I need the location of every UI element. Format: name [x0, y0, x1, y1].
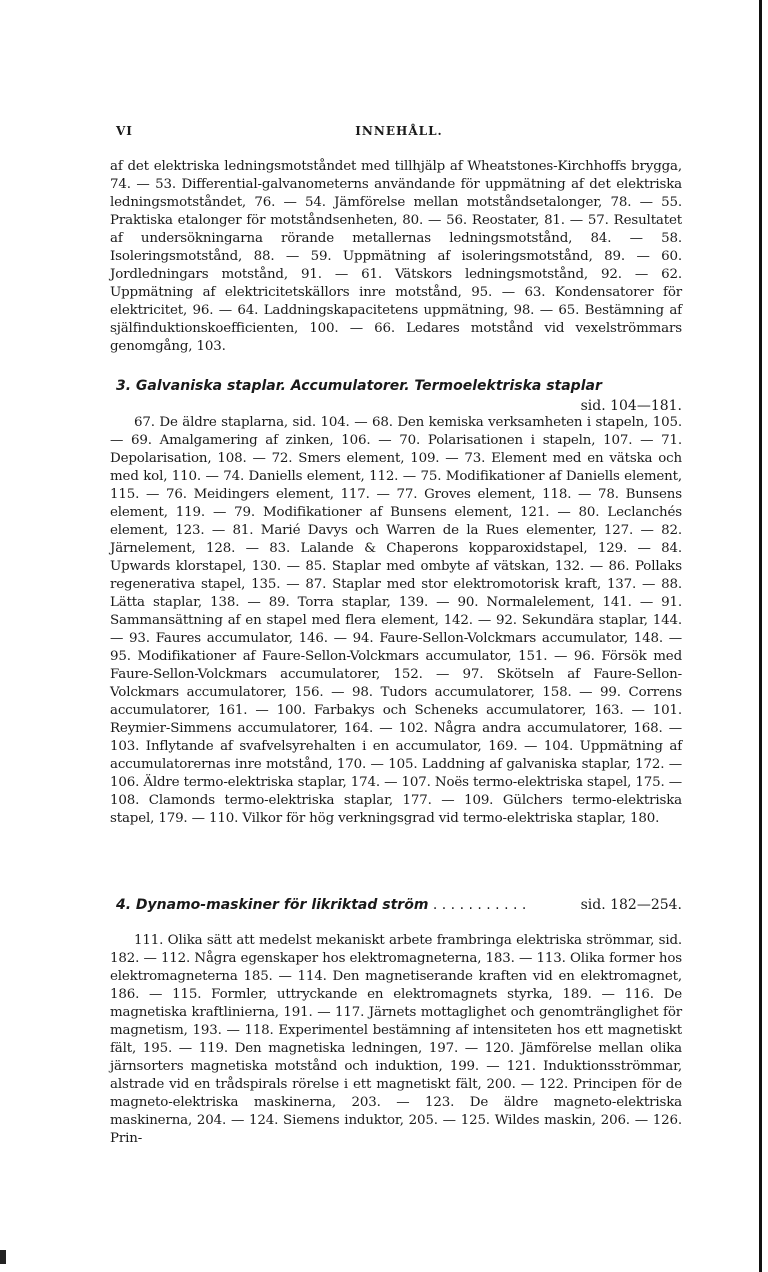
- section-title: 3. Galvaniska staplar. Accumulatorer. Termoelektriska staplar: [116, 378, 602, 394]
- section-heading-4: [116, 895, 682, 915]
- toc-paragraph: af det elektriska ledningsmotståndet med tillhjälp af Wheatstones-Kirchhoffs brygga, 74. — 53. Differential-galvanometerns användande för uppmätning af det elektriska ledningsmotståndet, 76. — 54. Jämförelse mellan motståndsetalonger, 78. — 55. Praktiska etalonger för motståndsenheten, 80. — 56. Reostater, 81. — 57. Resultatet af undersökningarna rörande metallernas ledningsmotstånd, 84. — 58. Isoleringsmotstånd, 88. — 59. Uppmätning af isoleringsmotstånd, 89. — 60. Jordledningars motstånd, 91. — 61. Vätskors ledningsmotstånd, 92. — 62. Uppmätning af elektricitetskällors inre motstånd, 95. — 63. Kondensatorer för elektricitet, 96. — 64. Laddningskapacitetens uppmätning, 98. — 65. Bestämning af själfinduktionskoefficienten, 100. — 66. Ledares motstånd vid vexelströmmars genomgång, 103.: [110, 159, 682, 354]
- page-edge-border: [759, 0, 762, 1272]
- toc-paragraph: 111. Olika sätt att medelst mekaniskt arbete frambringa elektriska strömmar, sid. 182. — 112. Några egenskaper hos elektromagneterna, 183. — 113. Olika former hos elektromagneterna 185. — 114. Den magnetiserande kraften vid en elektromagnet, 186. — 115. Formler, uttryckande en elektromagnets styrka, 189. — 116. De magnetiska kraftlinierna, 191. — 117. Järnets mottaglighet och genomtränglighet för magnetism, 193. — 118. Experimentel bestämning af intensiteten hos ett magnetiskt fält, 195. — 119. Den magnetiska ledningen, 197. — 120. Jämförelse mellan olika järnsorters magnetiska motstånd och induktion, 199. — 121. Induktionsströmmar, alstrade vid en trådspirals rörelse i ett magnetiskt fält, 200. — 122. Principen för de magneto-elektriska maskinerna, 203. — 123. De äldre magneto-elektriska maskinerna, 204. — 124. Siemens induktor, 205. — 125. Wildes maskin, 206. — 126. Prin-: [110, 933, 682, 1146]
- section-pages: sid. 182—254.: [580, 897, 682, 913]
- toc-paragraph: 67. De äldre staplarna, sid. 104. — 68. Den kemiska verksamheten i stapeln, 105. — 69. Amalgamering af zinken, 106. — 70. Polarisationen i stapeln, 107. — 71. Depolarisation, 108. — 72. Smers element, 109. — 73. Element med en vätska och med kol, 110. — 74. Daniells element, 112. — 75. Modifikationer af Daniells element, 115. — 76. Meidingers element, 117. — 77. Groves element, 118. — 78. Bunsens element, 119. — 79. Modifikationer af Bunsens element, 121. — 80. Leclanchés element, 123. — 81. Marié Davys och Warren de la Rues elementer, 127. — 82. Järnelement, 128. — 83. Lalande & Chaperons kopparoxidstapel, 129. — 84. Upwards klorstapel, 130. — 85. Staplar med ombyte af vätskan, 132. — 86. Pollaks regenerativa stapel, 135. — 87. Staplar med stor elektromotorisk kraft, 137. — 88. Lätta staplar, 138. — 89. Torra staplar, 139. — 90. Normalelement, 141. — 91. Sammansättning af en stapel med flera element, 142. — 92. Sekundära staplar, 144. — 93. Faures accumulator, 146. — 94. Faure-Sellon-Volckmars accumulator, 148. — 95. Modifikationer af Faure-Sellon-Volckmars accumulator, 151. — 96. Försök med Faure-Sellon-Volckmars accumulatorer, 152. — 97. Skötseln af Faure-Sellon-Volckmars accumulatorer, 156. — 98. Tudors accumulatorer, 158. — 99. Correns accumulatorer, 161. — 100. Farbakys och Scheneks accumulatorer, 163. — 101. Reymier-Simmens accumulatorer, 164. — 102. Några andra accumulatorer, 168. — 103. Inflytande af svafvelsyrehalten i en accumulator, 169. — 104. Uppmätning af accumulatorernas inre motstånd, 170. — 105. Laddning af galvaniska staplar, 172. — 106. Äldre termo-elektriska staplar, 174. — 107. Noës termo-elektriska stapel, 175. — 108. Clamonds termo-elektriska staplar, 177. — 109. Gülchers termo-elektriska stapel, 179. — 110. Vilkor för hög verkningsgrad vid termo-elektriska staplar, 180.: [110, 415, 682, 826]
- section-title: 4. Dynamo-maskiner för likriktad ström: [116, 897, 429, 913]
- toc-block-section4: [110, 932, 682, 1148]
- toc-block-section2-continued: [110, 158, 682, 356]
- section-heading-3: [116, 376, 682, 416]
- running-title: INNEHÅLL.: [355, 124, 443, 138]
- toc-block-section3: [110, 414, 682, 828]
- section-pages: sid. 104—181.: [580, 398, 682, 414]
- page-number: VI: [116, 124, 133, 138]
- binding-mark: [0, 1250, 6, 1264]
- leader-dots: . . . . . . . . . . .: [428, 897, 527, 913]
- page-header: [116, 124, 682, 142]
